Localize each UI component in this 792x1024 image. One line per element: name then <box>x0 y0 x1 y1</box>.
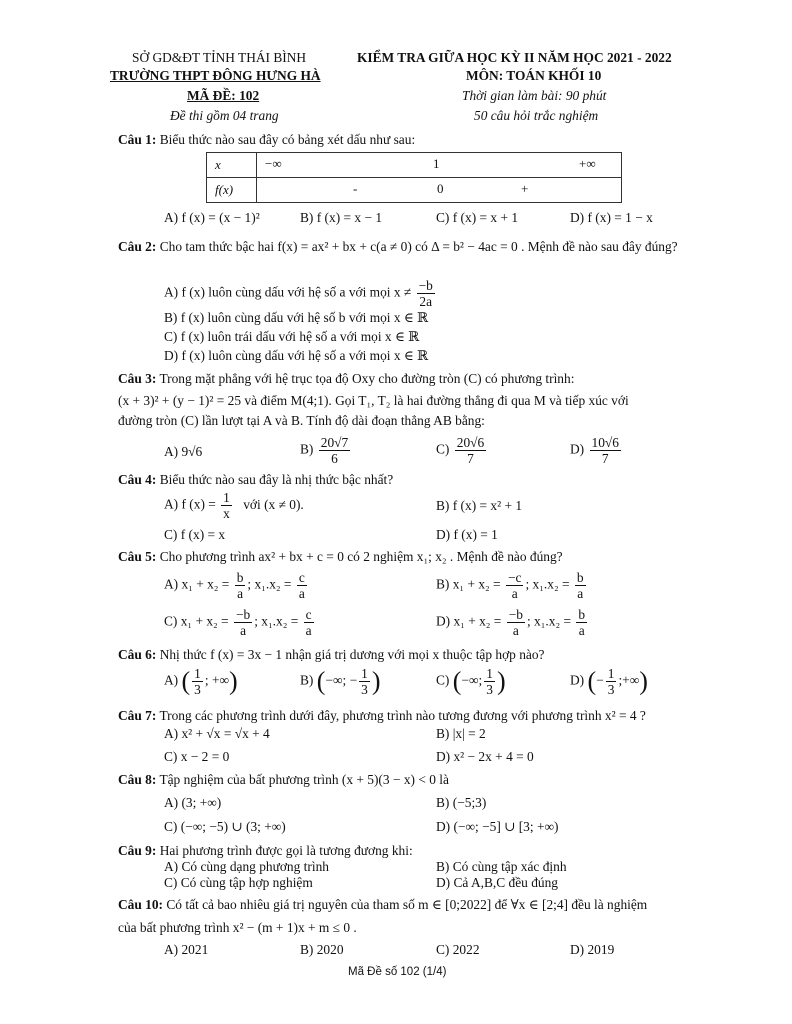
option-condition: với (x ≠ 0). <box>243 496 304 512</box>
paren-open: ( <box>316 666 326 696</box>
question-text: Cho phương trình ax² + bx + c = 0 có 2 nghiệm x₁; x₂ . Mệnh đề nào đúng? <box>159 549 563 564</box>
question-number: Câu 9: <box>118 843 157 858</box>
option-c[interactable]: C) Có cùng tập hợp nghiệm <box>164 875 313 890</box>
option-b[interactable]: B) f (x) luôn cùng dấu với hệ số b với mọi x ∈ ℝ <box>164 310 429 325</box>
table-value: +∞ <box>579 156 596 171</box>
option-c[interactable]: C) f (x) = x <box>164 527 226 542</box>
option-label: C) <box>436 441 450 457</box>
question-text-line3: đường tròn (C) lần lượt tại A và B. Tính độ dài đoạn thẳng AB bằng: <box>118 413 485 428</box>
question-9 <box>118 841 708 860</box>
question-number: Câu 3: <box>118 371 157 386</box>
option-d[interactable]: D) (−∞; −5] ∪ [3; +∞) <box>436 819 559 834</box>
question-5 <box>118 547 708 566</box>
fraction <box>221 490 232 521</box>
question-10 <box>118 895 708 937</box>
fraction <box>484 666 495 697</box>
numerator: 1 <box>486 666 493 681</box>
option-text: ; x₁.x₂ = <box>254 613 299 629</box>
denominator: a <box>240 623 247 638</box>
question-text: Tập nghiệm của bất phương trình (x + 5)(3 − x) < 0 là <box>159 772 449 787</box>
fraction <box>606 666 617 697</box>
question-count: 50 câu hỏi trắc nghiệm <box>474 108 599 123</box>
option-b[interactable]: B) |x| = 2 <box>436 726 486 741</box>
question-2 <box>118 237 708 256</box>
option-d[interactable] <box>570 666 648 697</box>
option-a[interactable]: A) 9√6 <box>164 444 203 459</box>
numerator: −c <box>507 570 522 585</box>
fraction <box>234 607 252 638</box>
option-b[interactable] <box>300 666 381 697</box>
option-c[interactable] <box>436 435 488 466</box>
denominator: a <box>577 586 584 601</box>
option-a[interactable]: A) f (x) = (x − 1)² <box>164 210 260 225</box>
question-number: Câu 2: <box>118 239 157 254</box>
numerator: c <box>305 607 312 622</box>
option-text: A) x₁ + x₂ = <box>164 576 230 592</box>
fraction <box>455 435 486 466</box>
question-text: Biểu thức nào sau đây là nhị thức bậc nhất? <box>159 472 394 487</box>
paren-open: ( <box>181 666 191 696</box>
denominator: a <box>511 586 518 601</box>
option-text: A) f (x) luôn cùng dấu với hệ số a với mọi x ≠ <box>164 284 412 300</box>
denominator: a <box>298 586 305 601</box>
option-text: −∞; − <box>325 672 358 688</box>
question-number: Câu 5: <box>118 549 157 564</box>
page-footer: Mã Đề số 102 (1/4) <box>348 966 447 978</box>
option-label: B) <box>300 441 314 457</box>
table-cell: f(x) <box>207 178 257 203</box>
question-text: Biểu thức nào sau đây có bảng xét dấu như sau: <box>159 132 416 147</box>
denominator: 7 <box>467 451 474 466</box>
subject-title: MÔN: TOÁN KHỐI 10 <box>466 68 602 83</box>
question-number: Câu 7: <box>118 708 157 723</box>
option-a[interactable] <box>164 666 238 697</box>
numerator: 20√6 <box>456 435 485 450</box>
question-number: Câu 4: <box>118 472 157 487</box>
option-d[interactable] <box>570 435 623 466</box>
numerator: c <box>298 570 305 585</box>
question-text: Trong mặt phẳng với hệ trục tọa độ Oxy cho đường tròn (C) có phương trình: <box>159 371 575 386</box>
denominator: 6 <box>331 451 338 466</box>
numerator: 1 <box>194 666 201 681</box>
question-text: Hai phương trình được gọi là tương đương khi: <box>159 843 413 858</box>
question-number: Câu 1: <box>118 132 157 147</box>
option-text: ; x₁.x₂ = <box>247 576 292 592</box>
denominator: a <box>237 586 244 601</box>
option-b[interactable] <box>300 435 352 466</box>
table-cell: x <box>207 153 257 178</box>
fraction <box>590 435 621 466</box>
option-text: ; x₁.x₂ = <box>526 613 572 629</box>
numerator: 1 <box>607 666 615 681</box>
option-label: D) <box>570 672 585 688</box>
option-label: B) <box>300 672 314 688</box>
exam-title: KIỂM TRA GIỮA HỌC KỲ II NĂM HỌC 2021 - 2022 <box>357 50 672 65</box>
fraction <box>192 666 203 697</box>
numerator: 1 <box>223 490 230 505</box>
question-text: Cho tam thức bậc hai f(x) = ax² + bx + c(a ≠ 0) có Δ = b² − 4ac = 0 . Mệnh đề nào sau đây đúng? <box>159 239 678 254</box>
option-d[interactable] <box>436 607 589 638</box>
page-count: Đề thi gồm 04 trang <box>170 108 279 123</box>
paren-close: ) <box>496 666 506 696</box>
numerator: −b <box>235 607 251 622</box>
denominator: 3 <box>361 682 368 697</box>
option-c[interactable]: C) 2022 <box>436 942 480 957</box>
question-8 <box>118 770 708 789</box>
option-a[interactable] <box>164 570 309 601</box>
option-d[interactable]: D) Cả A,B,C đều đúng <box>436 875 558 890</box>
fraction <box>417 278 435 309</box>
option-b[interactable]: B) f (x) = x² + 1 <box>436 498 523 513</box>
option-label: C) <box>436 672 450 688</box>
numerator: b <box>576 570 584 585</box>
denominator: 2a <box>419 294 433 309</box>
option-text: ; +∞ <box>204 672 230 688</box>
denominator: 3 <box>194 682 201 697</box>
option-text: B) x₁ + x₂ = <box>436 576 501 592</box>
option-c[interactable]: C) (−∞; −5) ∪ (3; +∞) <box>164 819 286 834</box>
option-d[interactable]: D) f (x) luôn cùng dấu với hệ số a với mọi x ∈ ℝ <box>164 348 429 363</box>
fraction <box>359 666 370 697</box>
option-b[interactable]: B) f (x) = x − 1 <box>300 210 383 225</box>
numerator: 20√7 <box>320 435 349 450</box>
table-value: −∞ <box>265 156 282 171</box>
table-cell <box>257 153 622 178</box>
fraction <box>304 607 314 638</box>
fraction <box>575 570 586 601</box>
question-text: Có tất cả bao nhiêu giá trị nguyên của tham số m ∈ [0;2022] để ∀x ∈ [2;4] đều là nghiệm <box>166 897 648 912</box>
option-a[interactable]: A) (3; +∞) <box>164 795 222 810</box>
denominator: 3 <box>607 682 615 697</box>
option-a[interactable] <box>164 490 304 521</box>
option-b[interactable]: B) Có cùng tập xác định <box>436 859 567 874</box>
option-c[interactable] <box>436 666 506 697</box>
option-text: A) f (x) = <box>164 496 216 512</box>
table-value: - <box>353 181 358 196</box>
option-d[interactable]: D) 2019 <box>570 942 615 957</box>
option-a[interactable]: A) Có cùng dạng phương trình <box>164 859 329 874</box>
fraction <box>506 570 524 601</box>
paren-close: ) <box>371 666 381 696</box>
option-c[interactable]: C) x − 2 = 0 <box>164 749 230 764</box>
fraction <box>507 607 525 638</box>
numerator: −b <box>418 278 433 293</box>
option-text: − <box>596 672 604 688</box>
question-number: Câu 6: <box>118 647 157 662</box>
dept-name: SỞ GD&ĐT TỈNH THÁI BÌNH <box>132 50 307 65</box>
numerator: b <box>578 607 586 622</box>
question-text-line2: của bất phương trình x² − (m + 1)x + m ≤ 0 . <box>118 920 357 935</box>
exam-code: MÃ ĐỀ: 102 <box>187 88 260 103</box>
option-b[interactable]: B) 2020 <box>300 942 344 957</box>
fraction <box>297 570 307 601</box>
question-text: Nhị thức f (x) = 3x − 1 nhận giá trị dương với mọi x thuộc tập hợp nào? <box>159 647 545 662</box>
school-name: TRƯỜNG THPT ĐÔNG HƯNG HÀ <box>110 68 321 83</box>
sign-table <box>206 152 622 203</box>
option-text: C) x₁ + x₂ = <box>164 613 229 629</box>
paren-open: ( <box>587 666 597 696</box>
time-limit: Thời gian làm bài: 90 phút <box>462 88 607 103</box>
numerator: b <box>236 570 244 585</box>
option-label: A) <box>164 672 179 688</box>
option-d[interactable]: D) f (x) = 1 − x <box>570 210 653 225</box>
option-d[interactable]: D) x² − 2x + 4 = 0 <box>436 749 534 764</box>
option-text: ;+∞ <box>618 672 640 688</box>
paren-open: ( <box>452 666 462 696</box>
question-1 <box>118 130 708 149</box>
option-text: ; x₁.x₂ = <box>525 576 570 592</box>
denominator: 7 <box>601 451 609 466</box>
question-3 <box>118 369 708 430</box>
option-a[interactable]: A) x² + √x = √x + 4 <box>164 726 270 741</box>
denominator: a <box>305 623 312 638</box>
question-number: Câu 10: <box>118 897 164 912</box>
denominator: a <box>512 623 519 638</box>
denominator: 3 <box>486 682 493 697</box>
question-7 <box>118 706 708 725</box>
fraction <box>319 435 350 466</box>
table-value: 1 <box>433 156 440 171</box>
option-c[interactable]: C) f (x) luôn trái dấu với hệ số a với mọi x ∈ ℝ <box>164 329 420 344</box>
numerator: −b <box>508 607 523 622</box>
denominator: x <box>223 506 230 521</box>
numerator: 1 <box>361 666 368 681</box>
option-b[interactable] <box>436 570 588 601</box>
table-value: + <box>521 181 529 196</box>
option-text: D) x₁ + x₂ = <box>436 613 502 629</box>
option-c[interactable] <box>164 607 316 638</box>
question-4 <box>118 470 708 489</box>
table-cell <box>257 178 622 203</box>
question-6 <box>118 645 708 664</box>
question-text-line2: (x + 3)² + (y − 1)² = 25 và điểm M(4;1). Gọi T₁, T₂ là hai đường thẳng đi qua M và tiếp xúc với <box>118 393 629 408</box>
option-c[interactable]: C) f (x) = x + 1 <box>436 210 519 225</box>
paren-close: ) <box>229 666 238 696</box>
table-value: 0 <box>437 181 444 196</box>
paren-close: ) <box>639 666 648 696</box>
numerator: 10√6 <box>591 435 619 450</box>
option-b[interactable]: B) (−5;3) <box>436 795 487 810</box>
fraction <box>576 607 587 638</box>
option-label: D) <box>570 441 585 457</box>
option-a[interactable] <box>164 278 437 309</box>
question-text: Trong các phương trình dưới đây, phương trình nào tương đương với phương trình x² = 4 ? <box>159 708 646 723</box>
question-number: Câu 8: <box>118 772 157 787</box>
fraction <box>235 570 246 601</box>
denominator: a <box>578 623 585 638</box>
option-a[interactable]: A) 2021 <box>164 942 209 957</box>
option-d[interactable]: D) f (x) = 1 <box>436 527 498 542</box>
option-text: −∞; <box>461 672 483 688</box>
